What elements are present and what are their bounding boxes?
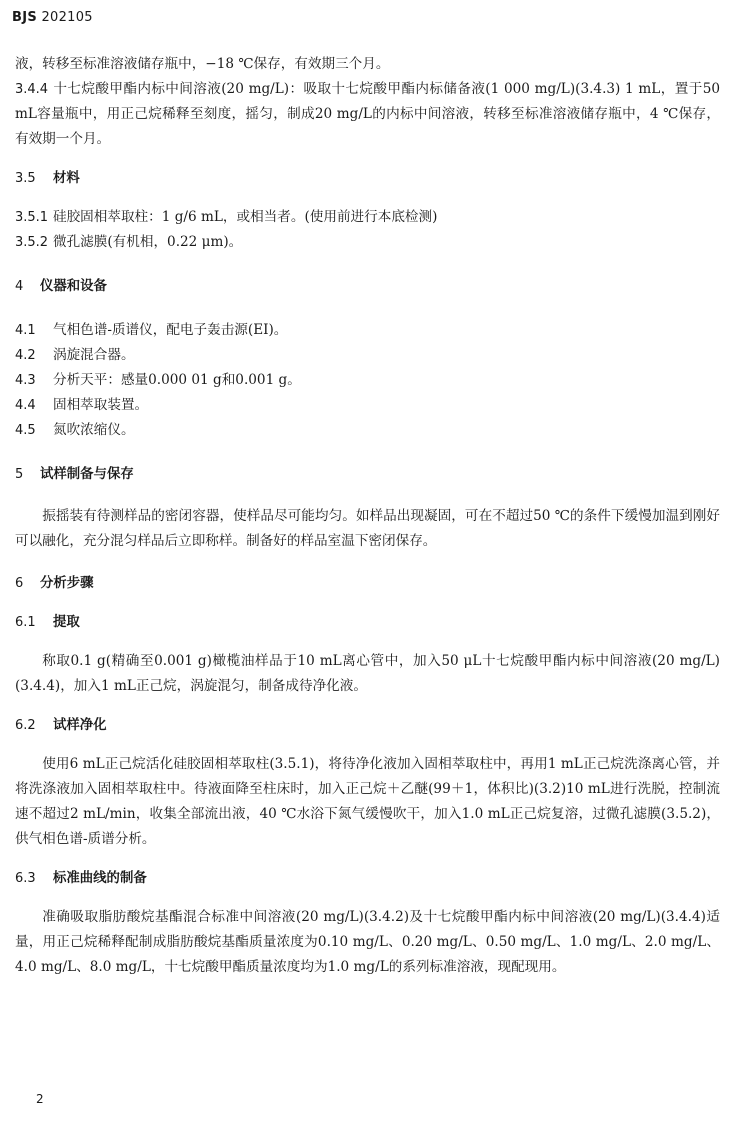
page-number: 2 — [36, 1092, 44, 1106]
section-number: 5 — [15, 467, 24, 482]
clause-number: 3.5.2 — [15, 235, 49, 250]
section-6-2-paragraph: 使用6 mL正己烷活化硅胶固相萃取柱(3.5.1)，将待净化液加入固相萃取柱中，再用1 mL正己烷洗涤离心管，并将洗涤液加入固相萃取柱中。待液面降至柱床时，加入正己烷＋乙醚(99＋1，体积比)(3.2)10 mL进行洗脱，控制流速不超过2 mL/min，收集全部流出液，40 ℃水浴下氮气缓慢吹干，加入1.0 mL正己烷复溶，过微孔滤膜(3.5.2)，供气相色谱-质谱分析。 — [15, 756, 720, 847]
document-code-prefix: BJS — [12, 10, 38, 25]
clause-text: 微孔滤膜(有机相，0.22 μm)。 — [53, 234, 243, 250]
section-number: 6.2 — [15, 718, 36, 733]
section-title: 试样净化 — [53, 718, 107, 733]
clause-text: 氮吹浓缩仪。 — [53, 422, 135, 438]
clause-number: 4.2 — [15, 348, 36, 363]
clause-text: 固相萃取装置。 — [53, 397, 149, 413]
clause-number: 4.1 — [15, 323, 36, 338]
clause-text: 十七烷酸甲酯内标中间溶液(20 mg/L)：吸取十七烷酸甲酯内标储备液(1 000 mg/L)(3.4.3) 1 mL，置于50 mL容量瓶中，用正己烷稀释至刻度，摇匀，制成20 mg/L的内标中间溶液，转移至标准溶液储存瓶中，4 ℃保存，有效期一个月。 — [15, 81, 720, 147]
section-title: 仪器和设备 — [40, 279, 107, 294]
section-number: 3.5 — [15, 171, 36, 186]
section-title: 标准曲线的制备 — [53, 871, 147, 886]
section-heading-6-1 — [15, 610, 720, 635]
section-title: 分析步骤 — [40, 576, 94, 591]
section-number: 6.3 — [15, 871, 36, 886]
section-number: 6.1 — [15, 615, 36, 630]
clause-number: 4.3 — [15, 373, 36, 388]
clause-number: 3.4.4 — [15, 82, 49, 97]
section-title: 材料 — [53, 171, 80, 186]
clause-4-4 — [15, 393, 720, 418]
section-title: 提取 — [53, 615, 80, 630]
section-5-paragraph: 振摇装有待测样品的密闭容器，使样品尽可能均匀。如样品出现凝固，可在不超过50 ℃的条件下缓慢加温到刚好可以融化，充分混匀样品后立即称样。制备好的样品室温下密闭保存。 — [15, 508, 720, 549]
clause-4-1 — [15, 318, 720, 343]
clause-4-3 — [15, 368, 720, 393]
clause-text: 分析天平：感量0.000 01 g和0.001 g。 — [53, 372, 301, 388]
clause-3-5-1 — [15, 205, 720, 230]
section-number: 4 — [15, 279, 24, 294]
clause-text: 硅胶固相萃取柱：1 g/6 mL，或相当者。(使用前进行本底检测) — [53, 209, 438, 225]
section-title: 试样制备与保存 — [40, 467, 134, 482]
section-6-3-paragraph: 准确吸取脂肪酸烷基酯混合标准中间溶液(20 mg/L)(3.4.2)及十七烷酸甲酯内标中间溶液(20 mg/L)(3.4.4)适量，用正己烷稀释配制成脂肪酸烷基酯质量浓度为0.10 mg/L、0.20 mg/L、0.50 mg/L、1.0 mg/L、2.0 mg/L、4.0 mg/L、8.0 mg/L，十七烷酸甲酯质量浓度均为1.0 mg/L的系列标准溶液，现配现用。 — [15, 909, 720, 975]
document-code-number: 202105 — [41, 10, 93, 25]
clause-4-5 — [15, 418, 720, 443]
clause-4-2 — [15, 343, 720, 368]
clause-text: 气相色谱-质谱仪，配电子轰击源(EI)。 — [53, 322, 288, 338]
clause-number: 3.5.1 — [15, 210, 49, 225]
section-heading-6-2 — [15, 713, 720, 738]
section-number: 6 — [15, 576, 24, 591]
document-code-header — [12, 10, 93, 25]
continued-paragraph: 液，转移至标准溶液储存瓶中，−18 ℃保存，有效期三个月。 — [15, 56, 390, 72]
section-heading-5 — [15, 462, 720, 487]
section-heading-3-5 — [15, 166, 720, 191]
clause-number: 4.5 — [15, 423, 36, 438]
clause-3-5-2 — [15, 230, 720, 255]
section-6-1-paragraph: 称取0.1 g(精确至0.001 g)橄榄油样品于10 mL离心管中，加入50 μL十七烷酸甲酯内标中间溶液(20 mg/L)(3.4.4)，加入1 mL正己烷，涡旋混匀，制备成待净化液。 — [15, 653, 720, 694]
clause-text: 涡旋混合器。 — [53, 347, 135, 363]
page-body — [15, 52, 720, 980]
section-heading-6 — [15, 571, 720, 596]
clause-number: 4.4 — [15, 398, 36, 413]
clause-3-4-4 — [15, 77, 720, 152]
section-heading-4 — [15, 274, 720, 299]
section-heading-6-3 — [15, 866, 720, 891]
